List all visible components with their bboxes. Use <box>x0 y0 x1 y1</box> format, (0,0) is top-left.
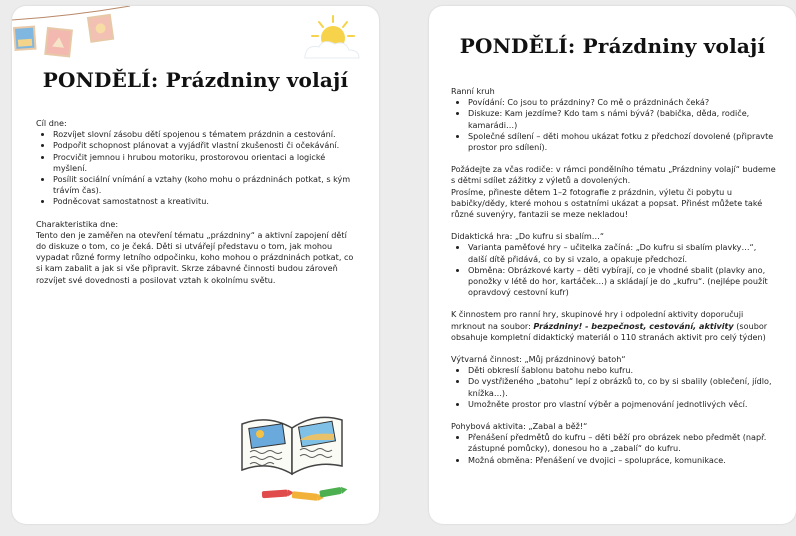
parents-photos-text: Prosíme, přineste dětem 1–2 fotografie z prázdnin, výletu či pobytu u babičky/dědy, které mohou s ostatními ukázat a popsat. Přinést můžete také různé suvenýry, fantazii se meze nekladou! <box>451 186 763 220</box>
activities-text-end: (soubor obsahuje kompletní didaktický materiál o 110 stranách aktivit pro celý týden) <box>451 320 768 342</box>
didactic-game-list <box>451 242 777 298</box>
left-content <box>36 118 358 286</box>
activities-recommendation <box>451 309 777 343</box>
goals-heading: Cíl dne: <box>36 118 67 128</box>
movement-activity-heading: Pohybová aktivita: „Zabal a běž!“ <box>451 421 588 432</box>
list-item: • Varianta paměťové hry – učitelka začíná: „Do kufru si sbalím plavky…“, další dítě přidává, co by si vzalo, a opakuje předchozí. <box>468 242 777 264</box>
list-item: • Procvičit jemnou i hrubou motoriku, prostorovou orientaci a logické myšlení. <box>53 152 358 174</box>
characteristics-heading: Charakteristika dne: <box>36 218 119 229</box>
right-content <box>451 86 777 466</box>
didactic-game-heading: Didaktická hra: „Do kufru si sbalím…“ <box>451 231 605 242</box>
resource-file-link[interactable]: Prázdniny! - bezpečnost, cestování, aktivity <box>533 320 734 331</box>
goals-list <box>36 129 358 207</box>
list-item: • Rozvíjet slovní zásobu dětí spojenou s tématem prázdnin a cestování. <box>53 129 358 140</box>
list-item: • Povídání: Co jsou to prázdniny? Co mě o prázdninách čeká? <box>468 97 777 108</box>
photo-bunting-decoration <box>12 6 132 68</box>
parents-request-text: Požádejte za včas rodiče: v rámci pondělního tématu „Prázdniny volají“ budeme s dětmi sdílet zážitky z výletů a dovolených. <box>451 164 776 186</box>
sun-cloud-decoration <box>297 14 367 62</box>
list-item: • Děti obkreslí šablonu batohu nebo kufru. <box>468 365 777 376</box>
morning-circle-list <box>451 97 777 153</box>
crayons-illustration <box>260 484 350 508</box>
characteristics-text: Tento den je zaměřen na otevření tématu „prázdniny“ a aktivní zapojení dětí do diskuze o tom, co je čeká. Děti si utvářejí představu o tom, jak mohou vypadat různé formy letního odpočinku, koho mohou o prázdninách potkat, co si kam zabalit a jak si vše připravit. Skrze zábavné činnosti budou zároveň rozvíjet své dovednosti a posilovat vztah k okolnímu světu. <box>36 229 354 285</box>
open-book-illustration <box>238 394 348 476</box>
list-item: • Možná obměna: Přenášení ve dvojici – spolupráce, komunikace. <box>468 455 777 466</box>
list-item: • Obměna: Obrázkové karty – děti vybírají, co je vhodné sbalit (plavky ano, ponožky v létě do hor, kartáček…) a skládají je do „kufru“. (nejlépe použít opravdový cestovní kufr) <box>468 265 777 299</box>
art-activity-heading: Výtvarná činnost: „Můj prázdninový batoh“ <box>451 354 626 365</box>
list-item: • Diskuze: Kam jezdíme? Kdo tam s námi bývá? (babička, děda, rodiče, kamarádi…) <box>468 108 777 130</box>
page-title: PONDĚLÍ: Prázdniny volají <box>42 68 349 92</box>
morning-circle-heading: Ranní kruh <box>451 86 495 96</box>
activities-text-start: K činnostem pro ranní hry, skupinové hry i odpolední aktivity doporučuji mrknout na soubor: <box>451 309 744 331</box>
list-item: • Umožněte prostor pro vlastní výběr a pojmenování jednotlivých věcí. <box>468 399 777 410</box>
list-item: • Podpořit schopnost plánovat a vyjádřit vlastní zkušenosti či očekávání. <box>53 140 358 151</box>
movement-activity-list <box>451 432 777 466</box>
page-title: PONDĚLÍ: Prázdniny volají <box>459 34 766 58</box>
list-item: • Podněcovat samostatnost a kreativitu. <box>53 196 358 207</box>
list-item: • Přenášení předmětů do kufru – děti běží pro obrázek nebo předmět (např. zástupné pomůcky), donesou ho a „zabalí“ do kufru. <box>468 432 777 454</box>
list-item: • Do vystřiženého „batohu“ lepí z obrázků to, co by si sbalily (oblečení, jídlo, knížka…). <box>468 376 777 398</box>
left-page <box>12 6 379 524</box>
list-item: • Posílit sociální vnímání a vztahy (koho mohu o prázdninách potkat, s kým trávím čas). <box>53 174 358 196</box>
right-page <box>429 6 796 524</box>
list-item: • Společné sdílení – děti mohou ukázat fotku z předchozí dovolené (připravte prostor pro sdílení). <box>468 131 777 153</box>
art-activity-list <box>451 365 777 410</box>
